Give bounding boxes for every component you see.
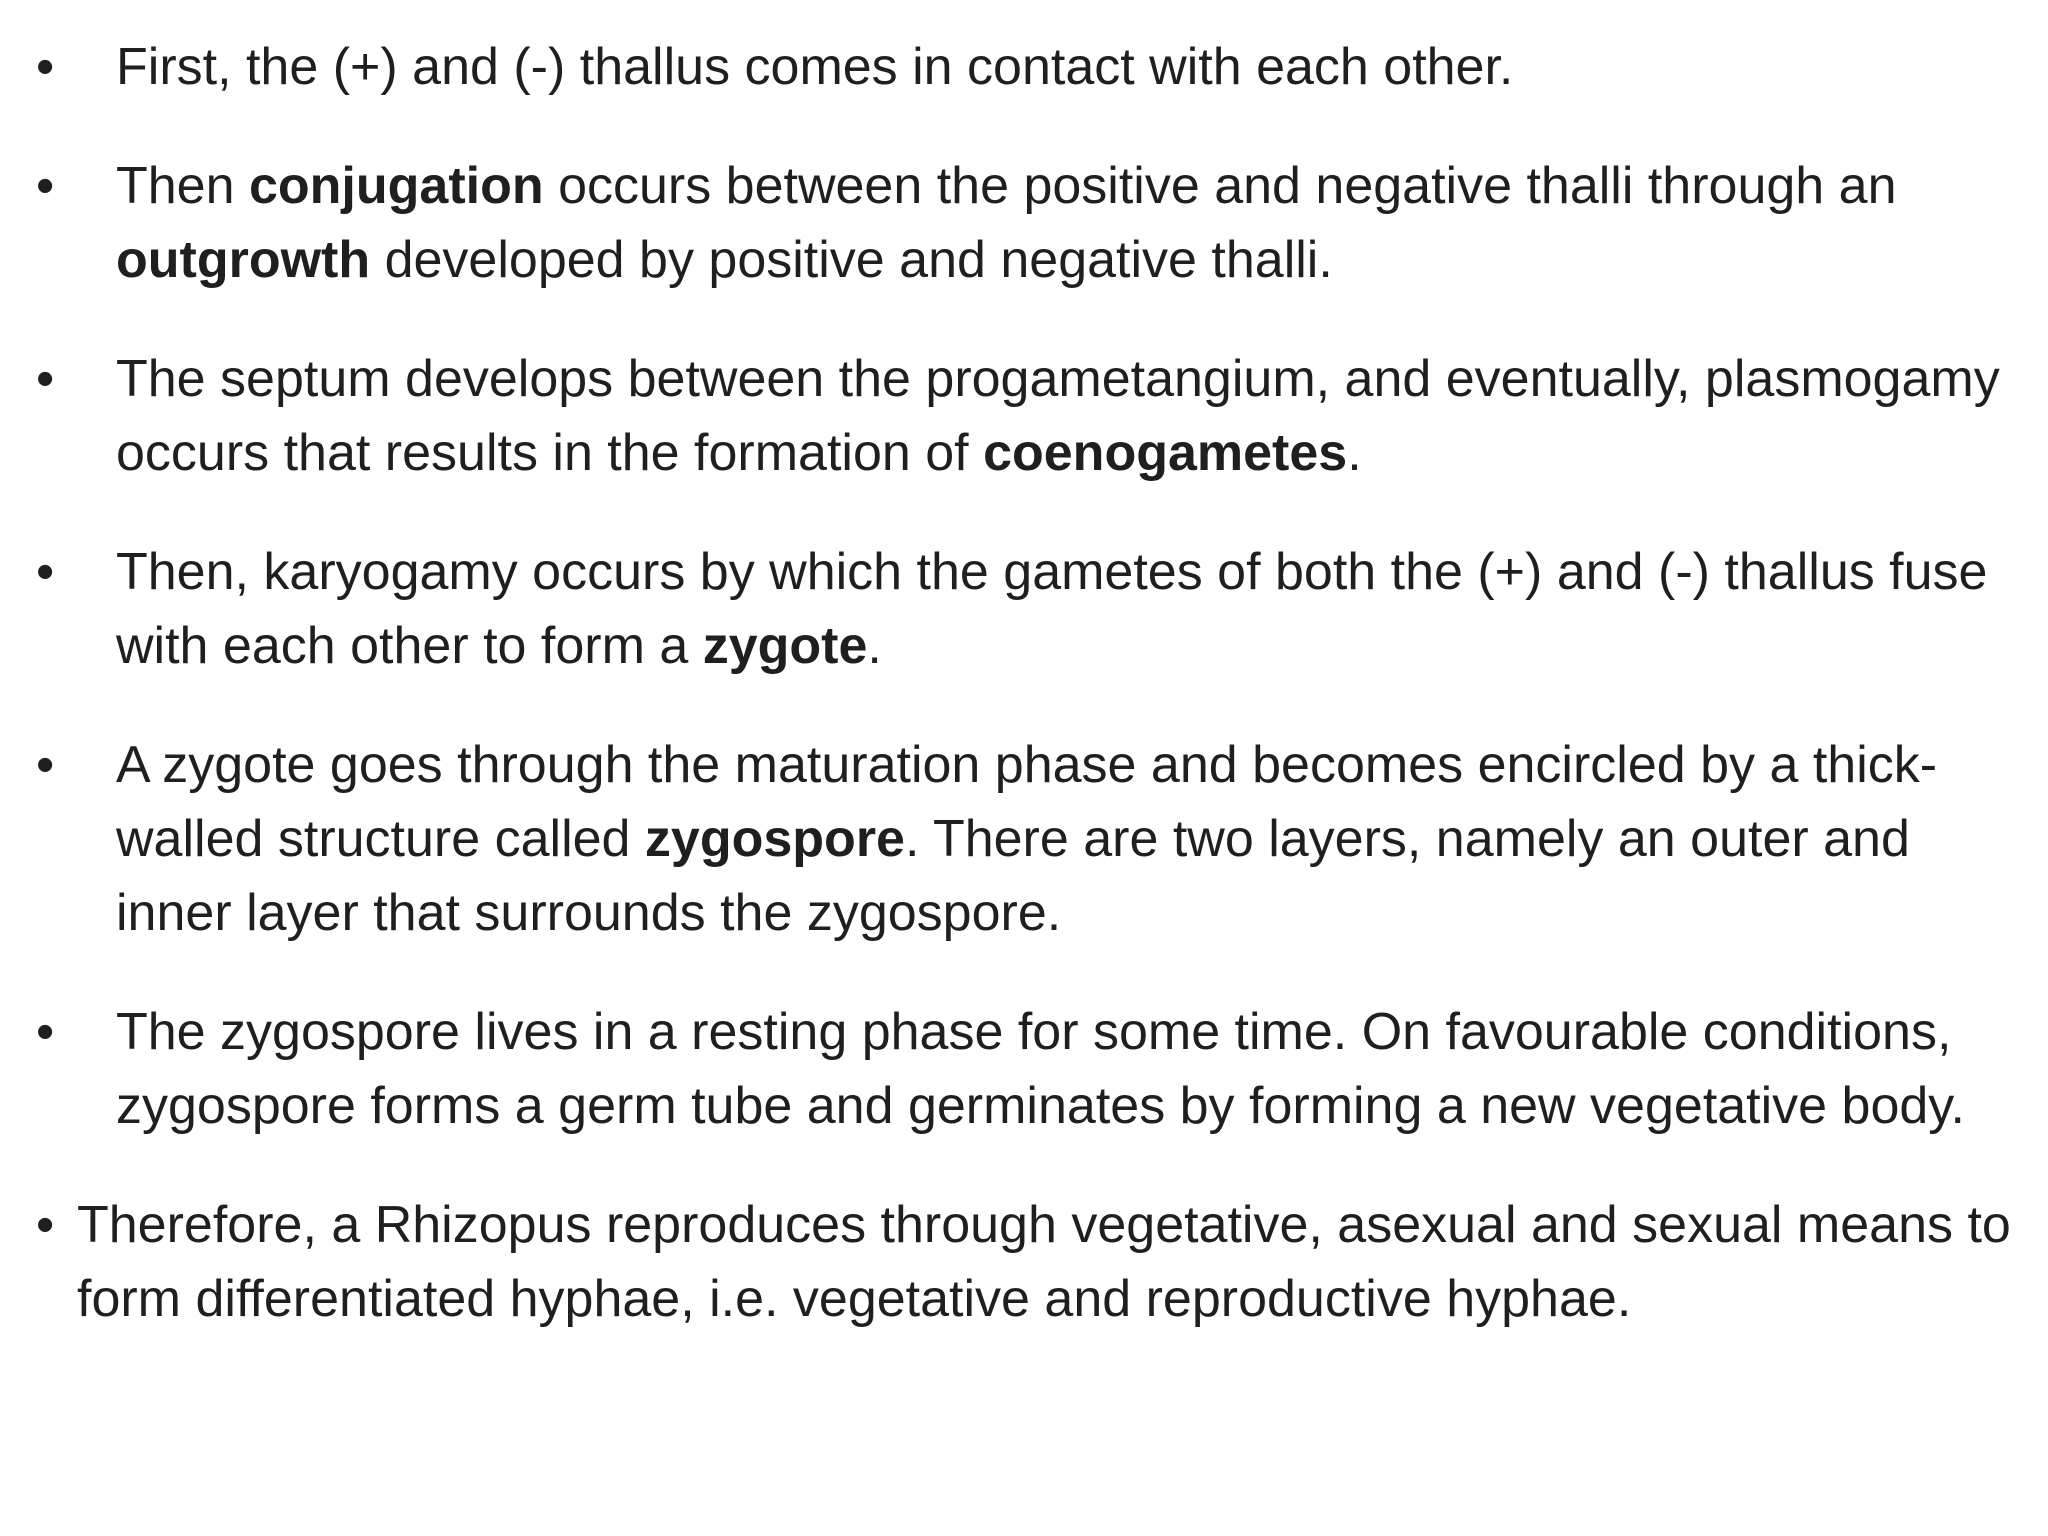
bullet-dot: • xyxy=(36,1003,55,1061)
bullet-dot: • xyxy=(36,543,55,601)
bullet-text xyxy=(116,38,1513,96)
bullet-item-conclusion xyxy=(0,1188,2048,1336)
bold-term: coenogametes xyxy=(983,424,1348,482)
text-run: Therefore, a Rhizopus reproduces through vegetative, asexual and sexual means to form differentiated hyphae, i.e. vegetative and reproductive hyphae. xyxy=(77,1196,2011,1328)
text-run: . xyxy=(867,617,882,675)
bullet-dot: • xyxy=(36,38,55,96)
bold-term: outgrowth xyxy=(116,231,371,289)
text-run: . xyxy=(1347,424,1362,482)
bullet-text xyxy=(116,350,2000,482)
text-run: Then, karyogamy occurs by which the gametes of both the (+) and (-) thallus fuse with each other to form a xyxy=(116,543,1988,675)
bullet-text xyxy=(116,1003,1965,1135)
bullet-dot: • xyxy=(36,736,55,794)
bullet-text xyxy=(116,543,1987,675)
text-run: The zygospore lives in a resting phase for some time. On favourable conditions, zygospore forms a germ tube and germinates by forming a new vegetative body. xyxy=(116,1003,1965,1135)
bold-term: zygote xyxy=(702,617,868,675)
bullet-dot: • xyxy=(36,1196,55,1254)
bullet-item-resting-phase xyxy=(0,995,2048,1143)
text-run: . There are two layers, namely an outer and inner layer that surrounds the zygospore. xyxy=(116,810,1910,942)
bullet-item-zygospore xyxy=(0,728,2048,950)
text-run: Then xyxy=(116,157,249,215)
text-run: developed by positive and negative thalli. xyxy=(370,231,1333,289)
bullet-item-conjugation xyxy=(0,149,2048,297)
bold-term: conjugation xyxy=(248,157,544,215)
bold-term: zygospore xyxy=(644,810,905,868)
bullet-dot: • xyxy=(36,157,55,215)
bullet-text xyxy=(77,1196,2011,1328)
bullet-dot: • xyxy=(36,350,55,408)
bullet-text xyxy=(116,157,1897,289)
text-run: occurs between the positive and negative thalli through an xyxy=(543,157,1897,215)
bullet-text xyxy=(116,736,1937,942)
bullet-list xyxy=(0,30,2048,1381)
bullet-item-karyogamy xyxy=(0,535,2048,683)
bullet-item-septum xyxy=(0,342,2048,490)
text-run: The septum develops between the progametangium, and eventually, plasmogamy occurs that results in the formation of xyxy=(116,350,2000,482)
bullet-item-first-contact xyxy=(0,30,2048,104)
text-run: First, the (+) and (-) thallus comes in contact with each other. xyxy=(116,38,1514,96)
text-run: A zygote goes through the maturation phase and becomes encircled by a thick-walled structure called xyxy=(116,736,1938,868)
